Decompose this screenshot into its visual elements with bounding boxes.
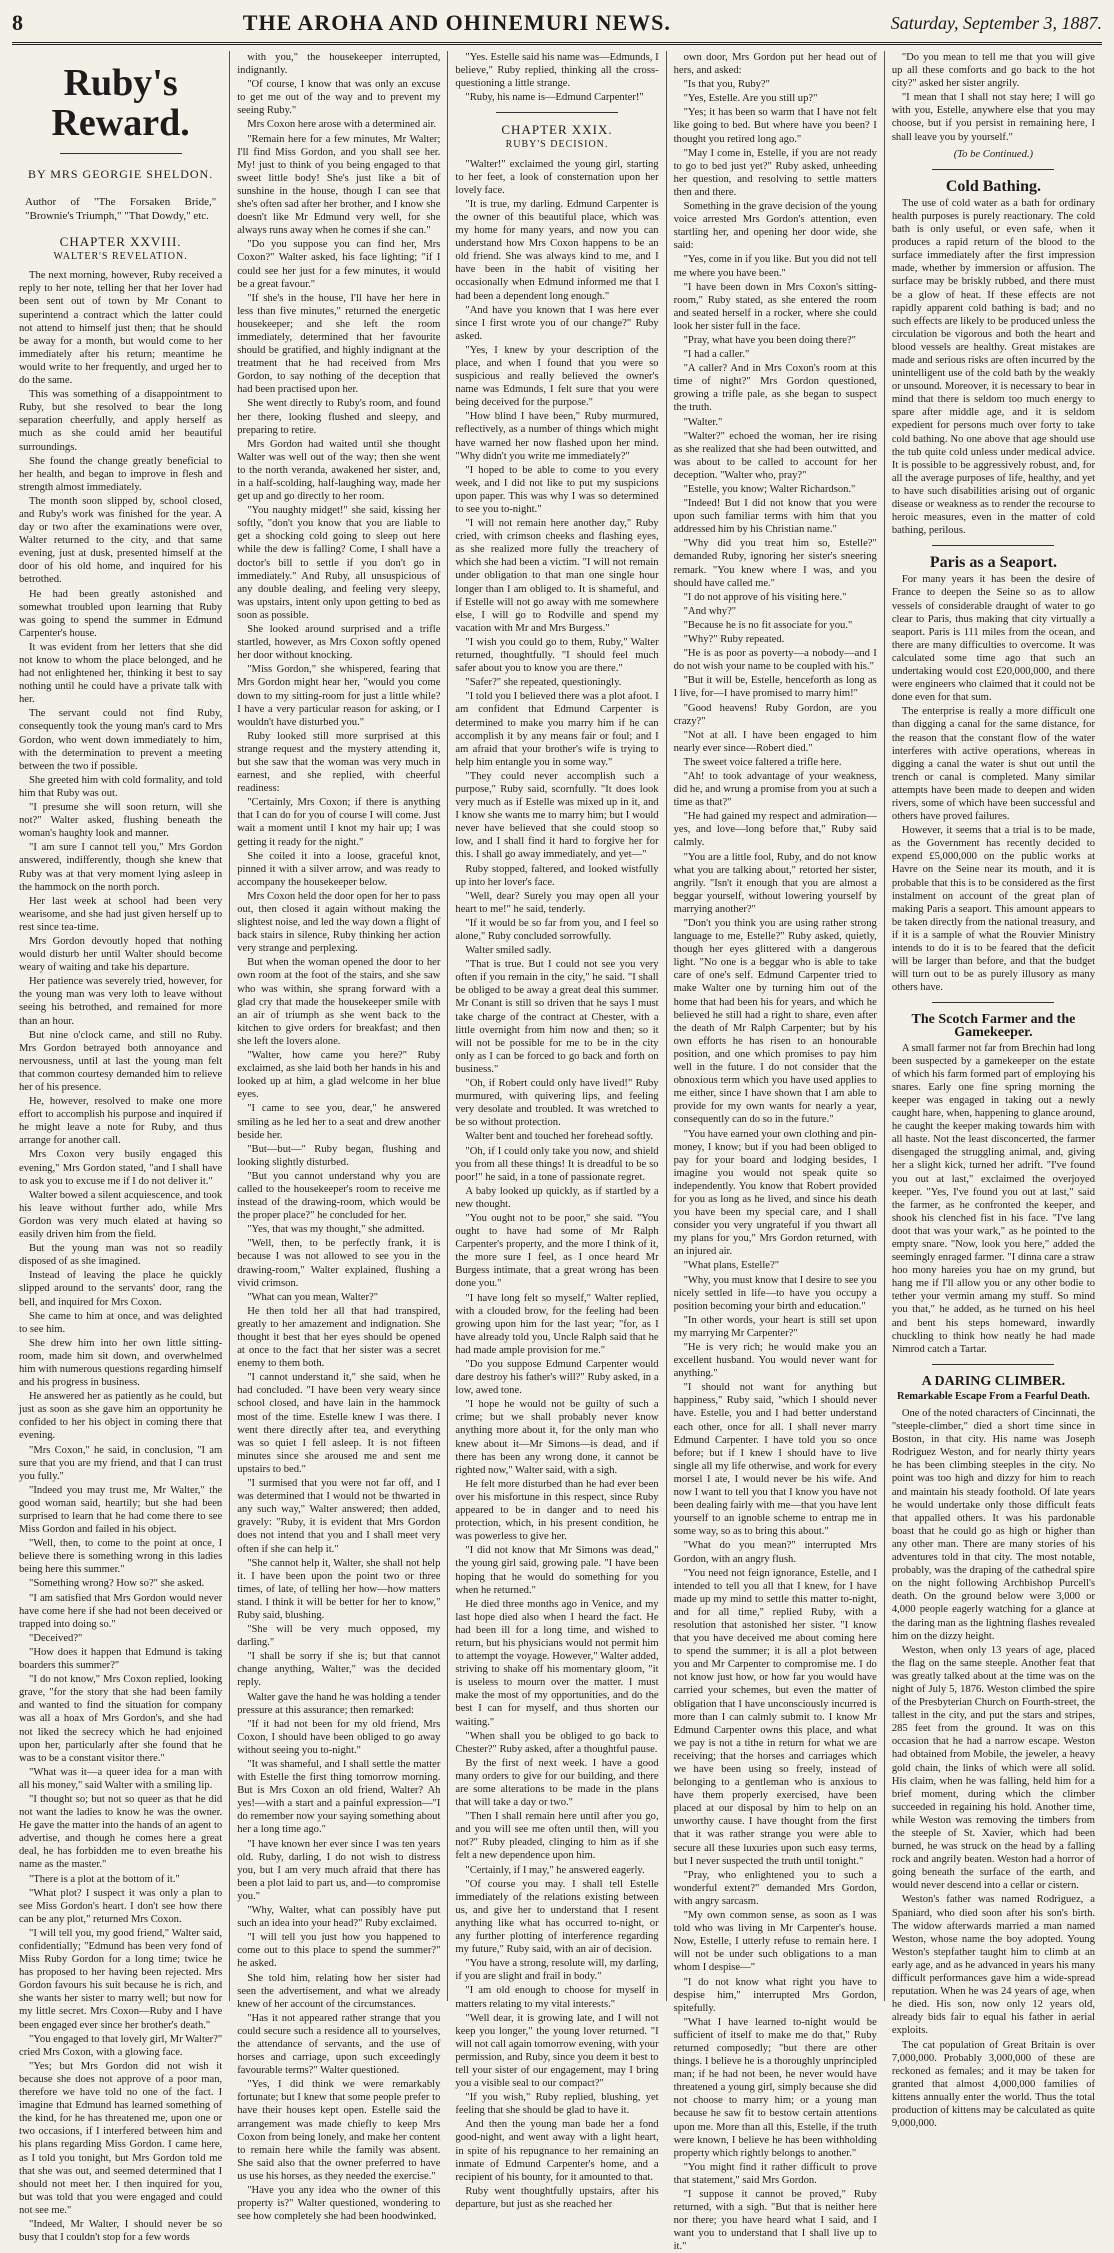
paragraph: "Something wrong? How so?" she asked. (29, 1578, 205, 1590)
article-title: A DARING CLIMBER. (921, 1373, 1066, 1389)
paragraph: "Walter." (683, 416, 723, 428)
paragraph: "I presume she will soon return, will she not?" Walter asked, flushing beneath the woman's haughty look and manner. (19, 802, 223, 840)
paragraph: "Ah! to took advantage of your weakness, did he, and wrung a promise from you at such a time as that?" (673, 770, 877, 809)
paragraph: "I cannot understand it," she said, when he had concluded. "I have been very weary since school closed, and have lain in the hammock most of the time. Estelle knew I was there. I went there directly after tea, and everything was so quiet I fell asleep. It is not fifteen minutes since she aroused me and sent me upstairs to bed." (237, 1372, 441, 1475)
paragraph: "Then I shall remain here until after you go, and you will see me often until then, will you not?" Ruby pleaded, clinging to him as if she felt a new dependence upon him. (455, 1811, 659, 1862)
paragraph: Walter bowed a silent acquiescence, and took his leave without further ado, while Mrs Gordon was very much elated at having so easily driven him from the field. (19, 1189, 223, 1241)
paragraph: "I wish you could go to them, Ruby," Walter returned, thoughtfully. "I should feel much safer about you to know you are there." (455, 636, 659, 675)
article-title: The Scotch Farmer and the Gamekeeper. (911, 1012, 1076, 1041)
paragraph: "Miss Gordon," she whispered, fearing that Mrs Gordon might hear her, "would you come down to my sitting-room for just a little while? I have a very particular reason for asking, or I wouldn't have disturbed you." (237, 664, 441, 728)
paragraph: "And have you known that I was here ever since I first wrote you of our change?" Ruby asked. (455, 304, 659, 342)
paragraph: "Well, then, to be perfectly frank, it is because I was not allowed to see you in the drawing-room," Walter explained, flushing a vivid crimson. (237, 1238, 441, 1289)
article-title: Paris as a Seaport. (929, 554, 1057, 572)
paragraph: "How does it happen that Edmund is taking boarders this summer?" (19, 1646, 223, 1672)
paragraph: And then the young man bade her a fond good-night, and went away with a light heart, in spite of his repugnance to her remaining an inmate of Edmund Carpenter's home, and a recipient of his bounty, for it amounted to that. (455, 2119, 659, 2183)
divider (932, 1002, 1054, 1003)
paragraph: "Why?" Ruby repeated. (683, 634, 785, 646)
paragraph: "They could never accomplish such a purpose," Ruby said, scornfully. "It does look very much as if Estelle was mixed up in it, and I know she wants me to marry him; but I would never have believed that she could stoop so low, and I shall find it hard to forgive her for this. I shall go away immediately, and yet—" (455, 770, 659, 861)
paragraph: "Why, Walter, what can possibly have put such an idea into your head?" Ruby exclaimed. (237, 1905, 441, 1930)
paragraph: "Of course you may. I shall tell Estelle immediately of the relations existing between us, and give her to understand that I resent anything like what has occurred to-night, or any further plotting of interference regarding my future," Ruby said, with an air of decision. (455, 1878, 659, 1956)
paragraph: "I suppose it cannot be proved," Ruby returned, with a sigh. "But that is neither here nor there; you have heard what I said, and I want you to understand that I shall live up to it." (673, 2189, 877, 2253)
paragraph: "I am old enough to choose for myself in matters relating to my vital interests." (455, 1985, 659, 2010)
paragraph: Weston, when only 13 years of age, placed the flag on the same steeple. Another feat that was greatly talked about at the time was on the night of July 5, 1876. Weston climbed the spire of the Presbyterian Church on Fourth-street, the tallest in the city, and put the stars and stripes, 285 feet from the ground. It was on this occasion that he had a narrow escape. Weston had obtained from Mobile, the jeweler, a heavy gold chain, the links of which were all solid. His claim, when he was falling, held him for a brief moment, during which the climber succeeded in regaining his hold. Another time, while Weston was removing the timbers from the steeple of St. Xavier, which had been burned, he was struck on the head by a falling rock and angrily beaten. Weston had a horror of going beneath the surface of the earth, and would never descend into a cellar or cistern. (891, 1644, 1096, 1892)
paragraph: "I will not remain here another day," Ruby cried, with crimson cheeks and flashing eyes, as she realized more fully the treachery of which she had been a victim. "I will not remain under obligation to that man one single hour longer than I am obliged to. It is shameful, and if Estelle will not go away with me somewhere else, I will go to Rodville and spend my vacation with Mr and Mrs Burgess." (455, 518, 659, 634)
paragraph: "What can you mean, Walter?" (247, 1291, 379, 1303)
paragraph: She found the change greatly beneficial to her health, and began to improve in flesh and strength almost immediately. (19, 455, 223, 493)
byline: BY MRS GEORGIE SHELDON. (27, 167, 214, 181)
paragraph: "She cannot help it, Walter, she shall not help it. I have been upon the point two or three times, of late, of telling her how—how matters stand. I think it will be better for her to know," Ruby said, blushing. (237, 1557, 441, 1621)
newspaper-title: THE AROHA AND OHINEMURI NEWS. (242, 10, 671, 35)
paragraph: "You have earned your own clothing and pin-money, I know; but if you had been obliged to pay for your board and lodging besides, I imagine you would not speak quite so independently. You know that Robert provided for you as long as he lived, and since his death you have been my special care, and I shall consider you very ungrateful if you thwart all my plans for you," Mrs Gordon returned, with an injured air. (673, 1128, 877, 1258)
paragraph: Ruby looked still more surprised at this strange request and the mystery attending it, but she saw that the woman was very much in earnest, and she replied, with cheerful readiness: (237, 730, 441, 795)
paragraph: Walter gave the hand he was holding a tender pressure at this assurance; then remarked: (237, 1691, 441, 1716)
paragraph: "I will tell you, my good friend," Walter said, confidentially; "Edmund has been very fond of Miss Ruby Gordon for a long time; twice he has proposed to her having been rejected. Mrs Gordon favours his suit because he is rich, and she wants her sister to marry well; but now for my little secret. Mrs Coxon—Ruby and I have been engaged ever since her brother's death." (19, 1927, 223, 2031)
paragraph: "Not at all. I have been engaged to him nearly ever since—Robert died." (673, 729, 877, 754)
paragraph: "She will be very much opposed, my darling." (237, 1624, 441, 1649)
article-cold-bathing (891, 177, 1096, 538)
paragraph: "Certainly, if I may," he answered eagerly. (465, 1864, 645, 1876)
paragraph: "I do not know," Mrs Coxon replied, looking grave, "for the story that she had been family and wanted to find the situation for company was all a hoax of Mrs Gordon's, and she had not liked the secrecy which he had enjoined upon her, particularly after she found that he was to be a constant visitor there." (19, 1674, 223, 1764)
paragraph: "Well, dear? Surely you may open all your heart to me!" he said, tenderly. (455, 890, 659, 915)
column-3 (448, 51, 666, 2210)
paragraph: Walter smiled sadly. (465, 945, 552, 957)
divider (496, 112, 618, 113)
paragraph: "How blind I have been," Ruby murmured, reflectively, as a number of things which might have warned her now flashed upon her mind. "Why didn't you write me immediately?" (455, 411, 659, 462)
chapter-heading: CHAPTER XXIX. (501, 122, 613, 138)
article-daring-climber (892, 1375, 1095, 2130)
paragraph: She greeted him with cold formality, and told him that Ruby was out. (19, 774, 223, 799)
paragraph: "Yes, Estelle. Are you still up?" (683, 93, 818, 105)
paragraph: "I have known her ever since I was ten years old. Ruby, darling, I do not wish to distress you, but I am very much afraid that there has been a plot laid to part us, and—to compromise you." (237, 1838, 441, 1902)
paragraph: "I do not know what right you have to despise him," interrupted Mrs Gordon, spitefully. (673, 1976, 877, 2014)
paragraph: "Walter!" exclaimed the young girl, starting to her feet, a look of consternation upon her lovely face. (455, 158, 659, 196)
paragraph: "Don't you think you are using rather strong language to me, Estelle?" Ruby asked, quietly, though her eyes glittered with a dangerous light. "No one is a beggar who is able to take care of one's self. Edmund Carpenter tried to make Walter one by turning him out of the home that had been his for years, and which he believed he still had a right to share, even after the death of Mr Ralph Carpenter; but by his own efforts he has risen to an honourable position, and one which promises to pay him well in the future. I do not consider that the obnoxious term which you have used applies to me either, since I have shown that I am able to provide for my own wants for nearly a year, consequently can do so in the future." (673, 918, 877, 1126)
paragraph: "I had a caller." (683, 349, 750, 361)
paragraph: "But—but—" Ruby began, flushing and looking slightly disturbed. (237, 1143, 441, 1168)
paragraph: "I have been down in Mrs Coxon's sitting-room," Ruby stated, as she entered the room and seated herself in a rocker, where she could look her sister full in the face. (673, 281, 877, 332)
paragraph: The cat population of Great Britain is over 7,000,000. Probably 3,000,000 of these are reckoned as females; and it may be taken for granted that almost 4,000,000 families of kittens annually enter the world. Thus the total production of kittens may be calculated as quite 9,000,000. (891, 2039, 1096, 2130)
paragraph: The servant could not find Ruby, consequently took the young man's card to Mrs Gordon, who went down immediately to him, with the determination to prevent a meeting between the two if possible. (19, 708, 223, 772)
paragraph: "Yes, come in if you like. But you did not tell me where you have been." (673, 254, 877, 279)
paragraph: But nine o'clock came, and still no Ruby. Mrs Gordon betrayed both annoyance and nervousness, until at last the young man felt that common courtesy demanded him to relieve her of his presence. (19, 1029, 223, 1093)
paragraph: "You engaged to that lovely girl, Mr Walter?" cried Mrs Coxon, with a glowing face. (19, 2033, 223, 2058)
paragraph: "Pray, who enlightened you to such a wonderful extent?" demanded Mrs Gordon, with angry sarcasm. (673, 1869, 877, 1907)
paragraph: "He is very rich; he would make you an excellent husband. You would never want for anything." (673, 1342, 877, 1380)
paragraph: "I am satisfied that Mrs Gordon would never have come here if she had not been deceived or trapped into doing so." (19, 1592, 223, 1630)
paragraph: The enterprise is really a more difficult one than digging a canal for the same distance, for the reason that the constant flow of the water interferes with active operations, whereas in digging a canal the water is shut out until the trench or canal is completed. Many similar attempts have been made to deepen and widen rivers, some of which have been successful and others have proved failures. (891, 706, 1096, 823)
article-text (892, 1042, 1095, 1356)
issue-date: Saturday, September 3, 1887. (890, 12, 1102, 33)
chapter-subtitle: WALTER'S REVELATION. (53, 251, 188, 263)
paragraph: "A caller? And in Mrs Coxon's room at this time of night?" Mrs Gordon questioned, growing a trifle pale, as she began to suspect the truth. (673, 363, 877, 414)
paragraph: "Do you suppose Edmund Carpenter would dare destroy his father's will?" Ruby asked, in a low, awed tone. (455, 1359, 659, 1397)
story-text (674, 51, 877, 2253)
paragraph: He answered her as patiently as he could, but just as soon as she gave him an opportunity he confided to her his object in coming there that evening. (19, 1391, 223, 1442)
paragraph: "I mean that I shall not stay here; I will go with you, Estelle, anywhere else that you may choose, but if you persist in remaining here, I shall leave you by yourself." (891, 92, 1096, 143)
paragraph: "Walter?" echoed the woman, her ire rising as she realized that she had been outwitted, and was about to be called to account for her deception. "Walter who, pray?" (673, 430, 877, 481)
paragraph: Weston's father was named Rodriguez, a Spaniard, who died soon after his son's birth. The widow afterwards married a man named Weston, whose name the boy adopted. Young Weston's stepfather taught him to climb at an early age, and as he advanced in years his many difficult performances gave him a wide-spread reputation. When he was 24 years of age, when he died. His son, now only 12 years old, already bids fair to equal his father in aerial exploits. (891, 1894, 1096, 2037)
paragraph: "Why did you treat him so, Estelle?" demanded Ruby, ignoring her sister's sneering remark. "You knew where I was, and you should have called me." (673, 538, 877, 589)
paragraph: "You naughty midget!" she said, kissing her softly, "don't you know that you are liable to get a shocking cold going to sleep out here while the dew is falling? Come, I shall have a doctor's bill to settle if you don't go in immediately." And Ruby, all unsuspicious of any double dealing, and feeling very sleepy, was upstairs, intent only upon getting to bed as soon as possible. (237, 505, 441, 621)
paragraph: "Ruby, his name is—Edmund Carpenter!" (465, 92, 644, 104)
paragraph: "Yes, I knew by your description of the place, and when I found that you were so suspicious and really believed the owner's name was Edmunds, I felt sure that you were being deceived for the purpose." (455, 344, 659, 409)
column-2 (230, 51, 448, 2223)
paragraph: She looked around surprised and a trifle startled, however, as Mrs Coxon softly opened her door without knocking. (237, 624, 441, 662)
paragraph: Mrs Coxon very busily engaged this evening," Mrs Gordon stated, "and I shall have to ask you to excuse me if I do not deliver it." (19, 1149, 223, 1187)
paragraph: The use of cold water as a bath for ordinary health purposes is purely reactionary. The cold bath is only useful, or even safe, when it produces a rapid return of the blood to the surface immediately after the first impression made, whether by immersion or affusion. The surface may be briskly rubbed, and there must be a glow of heat. If these effects are not rapidly apparent cold bathing is bad; and no such effects are likely to be produced unless the circulation be vigorous and both the heart and blood vessels are healthy. Great mistakes are made and serious risks are often incurred by the unintelligent use of the cold bath by the weakly or unsound. Moreover, it is necessary to bear in mind that there is seldom too much energy to spare after middle age, and it is seldom expedient for persons much over forty to take cold bathing. No one above that age should use the tub quite cold unless under medical advice. It is possible to be aggressively robust, and, for all the average purposes of life, healthy, and yet to have such disabilities arising out of organic disease or weakness as to render the recourse to heroic measures, even in the matter of cold bathing, perilous. (891, 197, 1096, 537)
story-text (455, 51, 658, 104)
paragraph: "I hope he would not be guilty of such a crime; but we shall probably never know anything more about it, for the only man who knew about it—Mr Simons—is dead, and if there has been any wrong done, it cannot be righted now," Walter said, with a sigh. (455, 1399, 659, 1476)
paragraph: own door, Mrs Gordon put her head out of hers, and asked: (673, 52, 877, 77)
author-note: Author of "The Forsaken Bride," "Brownie's Triumph," "That Dowdy," etc. (25, 196, 217, 223)
paragraph: "If it would be so far from you, and I feel so alone," Ruby concluded sorrowfully. (455, 917, 659, 942)
divider (932, 1364, 1054, 1365)
paragraph: By the first of next week. I have a good many orders to give for our building, and there are some alterations to be made in the plans that will take a day or two." (455, 1757, 659, 1809)
paragraph: Something in the grave decision of the young voice arrested Mrs Gordon's attention, even startling her, and opening her door wide, she said: (673, 201, 877, 252)
paragraph: "What I have learned to-night would be sufficient of itself to make me do that," Ruby returned composedly; "but there are other things. I believe he is a thoroughly unprincipled man; if he had not been, he never would have threatened a young girl, simply because she did not choose to marry him; or a young man because he saw fit to bestow certain attentions upon me. More than all this, Estelle, if the truth were known, I believe he has been withholding property which rightly belongs to another." (673, 2016, 877, 2159)
paragraph: Ruby went thoughtfully upstairs, after his departure, but just as she reached her (455, 2185, 659, 2210)
story-text (237, 51, 440, 2223)
paragraph: "And why?" (683, 605, 737, 617)
paragraph: "Yes; but Mrs Gordon did not wish it because she does not approve of a poor man, therefore we have told no one of the fact. I imagine that Edmund has learned something of the kind, for he has threatened me, upon one or two occasions, if I interfered between him and his plans regarding Miss Gordon. I came here, as I told you tonight, but Mrs Gordon told me that she was out, and seemed determined that I should not meet her. I then inquired for you, but was told that you were engaged and could not see me." (19, 2060, 223, 2216)
paragraph: "My own common sense, as soon as I was told who was living in Mr Carpenter's house. Now, Estelle, I utterly refuse to remain here. I will not be under such obligations to a man whom I despise—" (673, 1910, 877, 1974)
paragraph: "I came to see you, dear," he answered smiling as he led her to a seat and drew another beside her. (237, 1103, 441, 1141)
paragraph: Mrs Gordon devoutly hoped that nothing would disturb her until Walter should become weary of waiting and take his departure. (19, 935, 223, 974)
paragraph: "He is as poor as poverty—a nobody—and I do not wish your name to be coupled with his." (673, 648, 877, 673)
paragraph: "He had gained my respect and admiration—yes, and love—long before that," Ruby said calmly. (673, 811, 877, 849)
paragraph: He had been greatly astonished and somewhat troubled upon learning that Ruby was going to spend the summer in Edmund Carpenter's house. (19, 588, 223, 639)
paragraph: She coiled it into a loose, graceful knot, pinned it with a silver arrow, and was ready to accompany the housekeeper below. (237, 850, 441, 888)
paragraph: Ruby stopped, faltered, and looked wistfully up into her lover's face. (455, 863, 659, 888)
paragraph: One of the noted characters of Cincinnati, the "steeple-climber," died a short time since in Boston, in that city. His name was Joseph Rodriguez Weston, and for nearly thirty years he has been climbing steeples in the city. No point was too high and dizzy for him to reach and maintain his steady foothold. Of late years he would undertake only those difficult feats that appalled others. It was his pardonable boast that he could go as high or higher than any other man. There are many stories of his adventures told in that city. The most notable, probably, was the draping of the cathedral spire on the night following Archbishop Purcell's death. On the ground below were 3,000 or 4,000 people eagerly watching for a glance at the daring man as the lightning flashes revealed him on the dizzy height. (891, 1408, 1096, 1642)
paragraph: "It is true, my darling. Edmund Carpenter is the owner of this beautiful place, which was my home for many years, and now you can understand how Mrs Coxon happens to be an old friend. She was always kind to me, and I have been in the habit of visiting her occasionally when Edmund informed me that I had been a dependent long enough." (455, 198, 659, 302)
story-title: Ruby's Reward. (51, 62, 190, 144)
paragraph: Her last week at school had been very wearisome, and she had just given herself up to rest since tea-time. (19, 895, 223, 933)
paragraph: "Yes. Estelle said his name was—Edmunds, I believe," Ruby replied, thinking all the cross-questioning a little strange. (455, 52, 659, 90)
paragraph: A small farmer not far from Brechin had long been suspected by a gamekeeper on the estate of which his farm formed part of employing his snares. Early one fine spring morning the keeper was engaged in taking out a newly caught hare, when, happening to glance around, he caught the keeper making towards him with all haste. Not the least disconcerted, the farmer disengaged the struggling animal, and, giving her a slight kick, turned her adrift. "I've found you out at last," exclaimed the overjoyed keeper. "Yes, I've found you out at last," said the farmer, as he confronted the keeper, and shook his clenched fist in his face. "I've lang doot that was your wark," as he pointed to the empty snare. "Now, look you here," added the seemingly enraged farmer. "I dinna care a straw hoo mony hareies you hae on my grund, but hang me if I'll allow you or any other bodie to tether your vermin amang my stuff. So mind you that," he added, as he turned on his heel and bent his steps homeward, inwardly chuckling to think how neatly he had made Nimrod catch a Tartar. (891, 1042, 1096, 1355)
paragraph: "Indeed you may trust me, Mr Walter," the good woman said, heartily; but she had been surprised to learn that he had come there to see Miss Gordon and failed in his object. (19, 1484, 223, 1536)
paragraph: "There is a plot at the bottom of it." (29, 1873, 180, 1885)
paragraph: "Walter, how came you here?" Ruby exclaimed, as she laid both her hands in his and looked up at him, a glad welcome in her blue eyes. (237, 1050, 441, 1101)
paragraph: "What do you mean?" interrupted Mrs Gordon, with an angry flush. (673, 1540, 877, 1565)
paragraph: A baby looked up quickly, as if startled by a new thought. (455, 1185, 659, 1210)
paragraph: She told him, relating how her sister had seen the advertisement, and what we already knew of her account of the circumstances. (237, 1972, 441, 2010)
paragraph: The next morning, however, Ruby received a reply to her note, telling her that her lover had been sent out of town by Mr Conant to superintend a contract which the latter could not attend to himself just then; that he should be away for a month, but would come to her immediately after his return; meantime he would write to her frequently, and urged her to do the same. (19, 270, 223, 387)
column-1 (12, 51, 230, 2244)
paragraph: "Is that you, Ruby?" (683, 79, 770, 91)
paragraph: Mrs Coxon here arose with a determined air. (247, 119, 437, 131)
paragraph: "Well, then, to come to the point at once, I believe there is something wrong in this ladies being here this summer." (19, 1538, 223, 1576)
paragraph: "Oh, if Robert could only have lived!" Ruby murmured, with quivering lips, and feeling very desolate and troubled. It was wretched to be so without protection. (455, 1078, 659, 1129)
paragraph: "I hoped to be able to come to you every week, and I did not like to put my suspicions upon paper. This was why I was so determined to see you to-night." (455, 464, 659, 515)
paragraph: "But you cannot understand why you are called to the housekeeper's room to receive me instead of the drawing-room, which would be the proper place?" he concluded for her. (237, 1170, 441, 1222)
paragraph: Mrs Gordon had waited until she thought Walter was well out of the way; then she went to the north veranda, awakened her sister, and, in a half-scolding, half-laughing way, made her get up and go directly to her room. (237, 438, 441, 503)
paragraph: "Certainly, Mrs Coxon; if there is anything that I can do for you of course I will come. Just wait a moment until I knot my hair up; I was getting it ready for the night." (237, 797, 441, 848)
masthead (12, 8, 1102, 45)
paragraph: "May I come in, Estelle, if you are not ready to go to bed just yet?" Ruby asked, unheeding her question, and resolving to settle matters then and there. (673, 147, 877, 198)
divider (932, 169, 1054, 170)
paragraph: "That is true. But I could not see you very often if you remain in the city," he said. "I shall be obliged to be away a great deal this summer. Mr Conant is still so driven that he says I must take charge of the contract at Chester, with a little overnight from him now and then; so it will not be possible for me to be in the city only as I can be forced to go back and forth on business." (455, 959, 659, 1075)
article-scotch-farmer (892, 1013, 1095, 1355)
paragraph: with you," the housekeeper interrupted, indignantly. (237, 52, 441, 77)
paragraph: For many years it has been the desire of France to deepen the Seine so as to allow vessels of considerable draught of water to go clear to Paris, thus making that city virtually a seaport. Paris is 111 miles from the ocean, and there are many difficulties to overcome. It was calculated some time ago that such an undertaking would cost £20,000,000, and there were engineers who claimed that it could not be done even for that sum. (891, 574, 1096, 704)
paragraph: "I do not approve of his visiting here." (683, 591, 847, 603)
paragraph: Mrs Coxon held the door open for her to pass out, then closed it again without making the slightest noise, and led the way down a flight of back stairs in silence, Ruby thinking her action very strange and perplexing. (237, 890, 441, 955)
divider (60, 153, 182, 154)
paragraph: "Safer?" she repeated, questioningly. (465, 677, 622, 689)
paragraph: "You are a little fool, Ruby, and do not know what you are talking about," retorted her sister, angrily. "Isn't it enough that you are almost a beggar yourself, without lowering yourself by marrying another?" (673, 851, 877, 915)
column-5 (885, 51, 1102, 2130)
paragraph: "I should not want for anything but happiness," Ruby said, "which I should never have. Estelle, you and I had better understand each other, once for all. I shall never marry Edmund Carpenter. I have told you so once before; but if I knew I should have to live single all my life otherwise, and work for every morsel I ate, I would never be his wife. And now I want to tell you that I know you have not been dealing fairly with me—that you have lent yourself to an ignoble scheme to entrap me in some way, so as to bring this about." (673, 1382, 877, 1538)
paragraph: "Estelle, you know; Walter Richardson." (683, 484, 856, 495)
paragraph: "In other words, your heart is still set upon my marrying Mr Carpenter?" (673, 1314, 877, 1339)
paragraph: He then told her all that had transpired, greatly to her amazement and indignation. She thought it best that her eyes should be opened at once to the fact that her sister was a secret enemy to them both. (237, 1305, 441, 1370)
page-number: 8 (12, 10, 23, 35)
paragraph: "Have you any idea who the owner of this property is?" Walter questioned, wondering to see how completely she had been hoodwinked. (237, 2185, 441, 2223)
paragraph: However, it seems that a trial is to be made, as the Government has recently decided to expend £5,000,000 on the public works at Havre on the Seine near its mouth, and it is probable that this is to be considered as the first instalment on account of the great plan of making Paris a seaport. This amount appears to be taken directly from the national treasury, and if it is a sample of what the Rouvier Ministry intends to do it is to be feared that the deficit will be larger than before, and that the budget will turn out to be as purely illusory as many others have. (891, 825, 1096, 994)
paragraph: He felt more disturbed than he had ever been over his misfortune in this respect, since Ruby appeared to be in danger and to need his protection, which, in his present condition, he was powerless to give her. (455, 1478, 659, 1543)
paragraph: "Why, you must know that I desire to see you nicely settled in life—to have you occupy a position becoming your birth and education." (673, 1274, 877, 1312)
paragraph: The sweet voice faltered a trifle here. (683, 756, 842, 768)
paragraph: "I have long felt so myself," Walter replied, with a clouded brow, for the feeling had been growing upon him for the last year; "for, as I have already told you, Uncle Ralph said that he had made ample provision for me." (455, 1292, 659, 1356)
column-4 (667, 51, 885, 2253)
article-title: Cold Bathing. (945, 177, 1041, 195)
paragraph: "Well dear, it is growing late, and I will not keep you longer," the young lover returned. "I will not call again tomorrow evening, with your permission, and Ruby, since you deem it best to tell your sister of our engagement, may I bring you a visible seal to our compact?" (455, 2012, 659, 2090)
paragraph: "I shall be sorry if she is; but that cannot change anything, Walter," was the decided reply. (237, 1651, 441, 1689)
paragraph: "If she's in the house, I'll have her here in less than five minutes," returned the energetic housekeeper; and she left the room immediately, determined that her favourite should be gratified, and highly indignant at the treatment that he had received from Mrs Gordon, to say nothing of the deception that had been practised upon her. (237, 292, 441, 396)
chapter-heading: CHAPTER XXVIII. (59, 234, 182, 250)
paragraph: "If you wish," Ruby replied, blushing, yet feeling that she should be glad to have it. (455, 2092, 659, 2117)
paragraph: "You ought not to be poor," she said. "You ought to have had some of Mr Ralph Carpenter's property, and the more I think of it, the more sure I feel, as I once heard Mr Burgess intimate, that a great wrong has been done you." (455, 1212, 659, 1290)
paragraph: "Good heavens! Ruby Gordon, are you crazy?" (673, 702, 877, 727)
paragraph: "If it had not been for my old friend, Mrs Coxon, I should have been obliged to go away without seeing you to-night." (237, 1718, 441, 1756)
paragraph: Her patience was severely tried, however, for the young man was very loth to leave without seeing his betrothed, and remained for more than an hour. (19, 976, 223, 1027)
to-be-continued: (To be Continued.) (953, 148, 1034, 160)
story-text (455, 158, 658, 2211)
paragraph: The month soon slipped by, school closed, and Ruby's work was finished for the year. A day or two after the examinations were over, Walter returned to the city, and that same evening, just at dusk, presented himself at the door of his old home, and inquired for his betrothed. (19, 495, 223, 586)
paragraph: He died three months ago in Venice, and my last hope died also when I heard the fact. He had been ill for a long time, and wished to return, but his physicians would not permit him to attempt the voyage. However," Walter added, striving to shake off his momentary gloom, "it is useless to mourn over the matter. I must make the most of my opportunities, and do the best I can for myself, and thus shorten our waiting." (455, 1598, 659, 1728)
columns (12, 51, 1102, 2253)
paragraph: "Yes, I did think we were remarkably fortunate; but I knew that some people prefer to have their houses kept open. Estelle said the arrangement was made chiefly to keep Mrs Coxon from being lonely, and make her content to remain here while the family was absent. She said also that the owner preferred to have us use his horses, as they needed the exercise." (237, 2079, 441, 2182)
paragraph: "I surmised that you were not far off, and I was determined that I would not be thwarted in any such way," Walter answered; then added, gravely: "Ruby, it is evident that Mrs Gordon does not intend that you and I shall meet very often if she can help it." (237, 1478, 441, 1555)
paragraph: "I am sure I cannot tell you," Mrs Gordon answered, indifferently, though she knew that Ruby was at that very moment lying asleep in the hammock on the north porch. (19, 842, 223, 893)
paragraph: This was something of a disappointment to Ruby, but she resolved to bear the long separation cheerfully, and apply herself as much as she could amid her beautiful surroundings. (19, 389, 223, 453)
paragraph: "Indeed! But I did not know that you were upon such familiar terms with him that you addressed him by his Christian name." (673, 498, 877, 536)
paragraph: "What was it—a queer idea for a man with all his money," said Walter with a smiling lip. (19, 1766, 223, 1791)
paragraph: "Yes; it has been so warm that I have not felt like going to bed. But where have you been? I thought you retired long ago." (673, 107, 877, 145)
paragraph: Instead of leaving the place he quickly slipped around to the servants' door, rang the bell, and inquired for Mrs Coxon. (19, 1270, 223, 1308)
story-text (892, 51, 1095, 144)
paragraph: "Deceived?" (29, 1632, 83, 1644)
paragraph: "When shall you be obliged to go back to Chester?" Ruby asked, after a thoughtful pause. (455, 1730, 659, 1755)
paragraph: "Of course, I know that was only an excuse to get me out of the way and to prevent my seeing Ruby." (237, 79, 441, 117)
paragraph: But the young man was not so readily disposed of as she imagined. (19, 1243, 223, 1268)
paragraph: "Do you suppose you can find her, Mrs Coxon?" Walter asked, his face lighting; "if I could see her just for a few minutes, it would be a great favour." (237, 239, 441, 290)
paragraph: But when the woman opened the door to her own room at the foot of the stairs, and she saw who was within, she sprang forward with a glad cry that made the housekeeper smile with an air of triumph as she went back to the kitchen to give orders for breakfast; and then she left the lovers alone. (237, 957, 441, 1047)
paragraph: She came to him at once, and was delighted to see him. (19, 1310, 223, 1335)
divider (932, 545, 1054, 546)
paragraph: "You need not feign ignorance, Estelle, and I intended to tell you all that I knew, for I have made up my mind to settle this matter to-night, and for all time," replied Ruby, with a resolution that astonished her sister. "I know that you have deceived me about coming here to spend the summer; it is all a plot between you and Mr Carpenter to compromise me. I do not know just how, or how far you would have carried your schemes, but even the matter of obligation that I have unconsciously incurred is more than I can calmly submit to. I know Mr Edmund Carpenter owns this place, and what we pay is not a tithe in return for what we are receiving; that the horses and carriages which we have been using so freely, instead of belonging to a gentleman who is anxious to have them properly exercised, have been placed at our disposal by him to help on an unworthy cause. I have thought from the first that it was rather strange you were able to secure all these luxuries upon such easy terms, but I never suspected the truth until tonight." (673, 1567, 877, 1867)
paragraph: "Because he is no fit associate for you." (683, 619, 853, 631)
article-subtitle: Remarkable Escape From a Fearful Death. (896, 1390, 1090, 1402)
paragraph: "You might find it rather difficult to prove that statement," said Mrs Gordon. (673, 2161, 877, 2186)
paragraph: "You have a strong, resolute will, my darling, if you are slight and frail in body." (455, 1958, 659, 1983)
paragraph: Walter bent and touched her forehead softly. (465, 1131, 654, 1143)
paragraph: "Has it not appeared rather strange that you could secure such a residence all to yourselves, the attendance of servants, and the use of horses and carriage, upon such exceedingly favourable terms?" Walter questioned. (237, 2012, 441, 2077)
paragraph: She went directly to Ruby's room, and found her there, looking flushed and sleepy, and preparing to retire. (237, 398, 441, 436)
article-paris-seaport (892, 556, 1095, 994)
paragraph: "Pray, what have you been doing there?" (683, 334, 857, 346)
paragraph: "Do you mean to tell me that you will give up all these comforts and go back to the hot city?" asked her sister angrily. (891, 52, 1096, 90)
paragraph: He, however, resolved to make one more effort to accomplish his purpose and inquired if he might leave a note for Ruby, and thus arrange for another call. (19, 1096, 223, 1147)
paragraph: "I thought so; but not so queer as that he did not want the ladies to know he was the owner. He gave the matter into the hands of an agent to advertise, and though he comes here a great deal, he has forbidden me to even breathe his name as the master." (19, 1793, 223, 1871)
paragraph: "I did not know that Mr Simons was dead," the young girl said, growing pale. "I have been hoping that he would do something for you when he returned." (455, 1545, 659, 1596)
paragraph: "Remain here for a few minutes, Mr Walter; I'll find Miss Gordon, and you shall see her. My! just to think of you being engaged to that sweet little body! She's just like a bit of sunshine in the house, though I can see that she's often sad after her brother, and I know she doesn't like Mr Edmund very well, for she always runs away when he comes if she can." (237, 133, 441, 237)
paragraph: "Oh, if I could only take you now, and shield you from all these things! It is dreadful to be so poor!" he said, in a tone of passionate regret. (455, 1145, 659, 1183)
article-text (892, 573, 1095, 994)
paragraph: "But it will be, Estelle, henceforth as long as I live, for—I have promised to marry him!" (673, 675, 877, 700)
story-text (19, 269, 222, 2244)
paragraph: "It was shameful, and I shall settle the matter with Estelle the first thing tomorrow morning. But is Mrs Coxon an old friend, Walter? Ah yes!—with a start and a painful expression—"I do remember now your saying something about her a long time ago." (237, 1759, 441, 1836)
paragraph: "Indeed, Mr Walter, I should never be so busy that I couldn't stop for a few words (19, 2218, 223, 2244)
paragraph: "I will tell you just how you happened to come out to this place to spend the summer?" he asked. (237, 1932, 441, 1970)
paragraph: "Yes, that was my thought," she admitted. (247, 1224, 425, 1236)
article-text (892, 1407, 1095, 2130)
paragraph: "What plot? I suspect it was only a plan to see Miss Gordon's heart. I don't see how there can be any plot," returned Mrs Coxon. (19, 1887, 223, 1925)
paragraph: It was evident from her letters that she did not know to whom the place belonged, and he had not enlightened her, thinking it best to say nothing until he could have a private talk with her. (19, 641, 223, 706)
paragraph: "Mrs Coxon," he said, in conclusion, "I am sure that you are my friend, and that I can trust you fully." (19, 1444, 223, 1482)
article-text (892, 197, 1095, 537)
paragraph: "I told you I believed there was a plot afoot. I am confident that Edmund Carpenter is determined to make you marry him if he can accomplish it by any means fair or foul; and I am afraid that your brother's wife is trying to help him entangle you in some way." (455, 691, 659, 768)
paragraph: "What plans, Estelle?" (683, 1260, 780, 1272)
paragraph: She drew him into her own little sitting-room, made him sit down, and overwhelmed him with numerous questions regarding himself and his progress in business. (19, 1337, 223, 1389)
chapter-subtitle: RUBY'S DECISION. (505, 139, 609, 151)
